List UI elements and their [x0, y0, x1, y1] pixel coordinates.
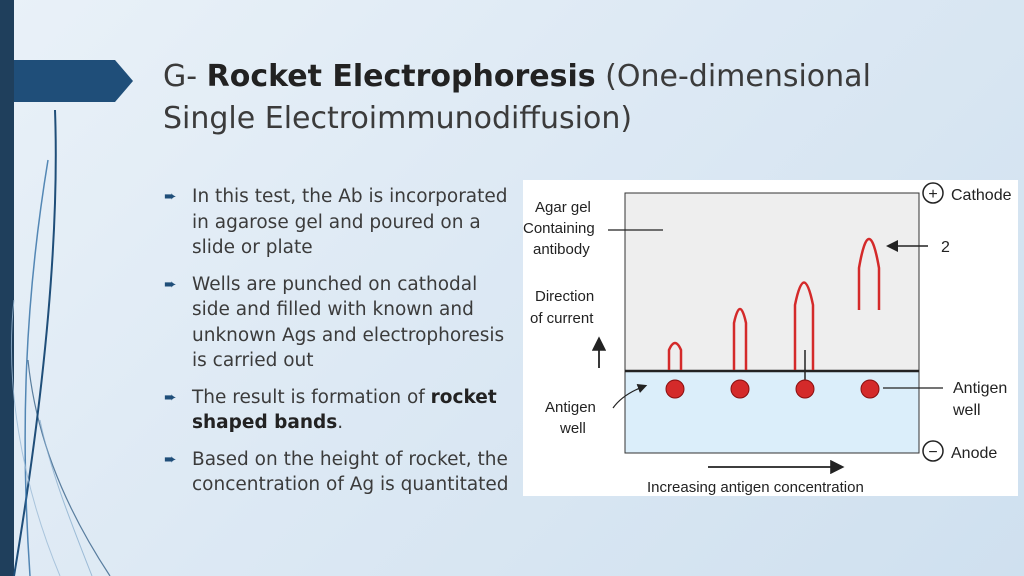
marker-2-label: 2	[941, 239, 950, 256]
bottom-label: Increasing antigen concentration	[647, 479, 864, 496]
bullet-text: .	[337, 412, 344, 433]
bullet-arrow-icon: ➨	[164, 274, 177, 293]
direction-label: Direction	[535, 288, 595, 305]
antigen-well	[861, 380, 879, 398]
title-line2: Single Electroimmunodiffusion)	[163, 101, 633, 136]
antigen-well	[731, 380, 749, 398]
bullet-text: The result is formation of	[192, 386, 431, 408]
direction-label: of current	[530, 310, 594, 327]
bullet-text: In this test, the Ab is incorporated in agarose gel and poured on a slide or plate	[192, 186, 508, 258]
bullet-arrow-icon: ➨	[164, 449, 177, 468]
bullet-item	[162, 385, 512, 436]
anode-symbol: −	[928, 444, 938, 461]
cathode-label: Cathode	[951, 187, 1012, 204]
agar-gel-label: antibody	[533, 241, 590, 258]
decorative-curves	[0, 0, 140, 576]
page-title	[163, 56, 963, 140]
bullet-item	[162, 447, 512, 498]
antigen-well	[666, 380, 684, 398]
title-rest: (One-dimensional	[595, 59, 871, 94]
bullet-arrow-icon: ➨	[164, 187, 177, 205]
bullet-bold: rocket shaped bands	[192, 386, 497, 433]
antigen-well-left-label: well	[560, 420, 586, 437]
bullet-arrow-icon: ➨	[164, 387, 177, 406]
bullet-item	[162, 184, 512, 261]
agar-gel-label: Containing	[523, 220, 595, 237]
antigen-well-right-label: Antigen	[953, 380, 1008, 397]
anode-label: Anode	[951, 445, 998, 462]
bullet-text: Wells are punched on cathodal side and filled with known and unknown Ags and electrophoresis is carried out	[192, 273, 505, 371]
agar-gel-label: Agar gel	[535, 199, 591, 216]
bullet-list	[162, 184, 512, 509]
bullet-text: Based on the height of rocket, the concentration of Ag is quantitated	[192, 448, 509, 495]
bullet-item	[162, 272, 512, 374]
rocket-electrophoresis-diagram	[523, 180, 1018, 496]
antigen-well	[796, 380, 814, 398]
gel-upper-region	[625, 193, 919, 371]
title-prefix: G-	[163, 59, 207, 94]
title-bold: Rocket Electrophoresis	[206, 59, 596, 94]
cathode-symbol: +	[928, 186, 938, 203]
antigen-well-right-label: well	[953, 402, 981, 419]
antigen-well-left-label: Antigen	[545, 399, 596, 416]
